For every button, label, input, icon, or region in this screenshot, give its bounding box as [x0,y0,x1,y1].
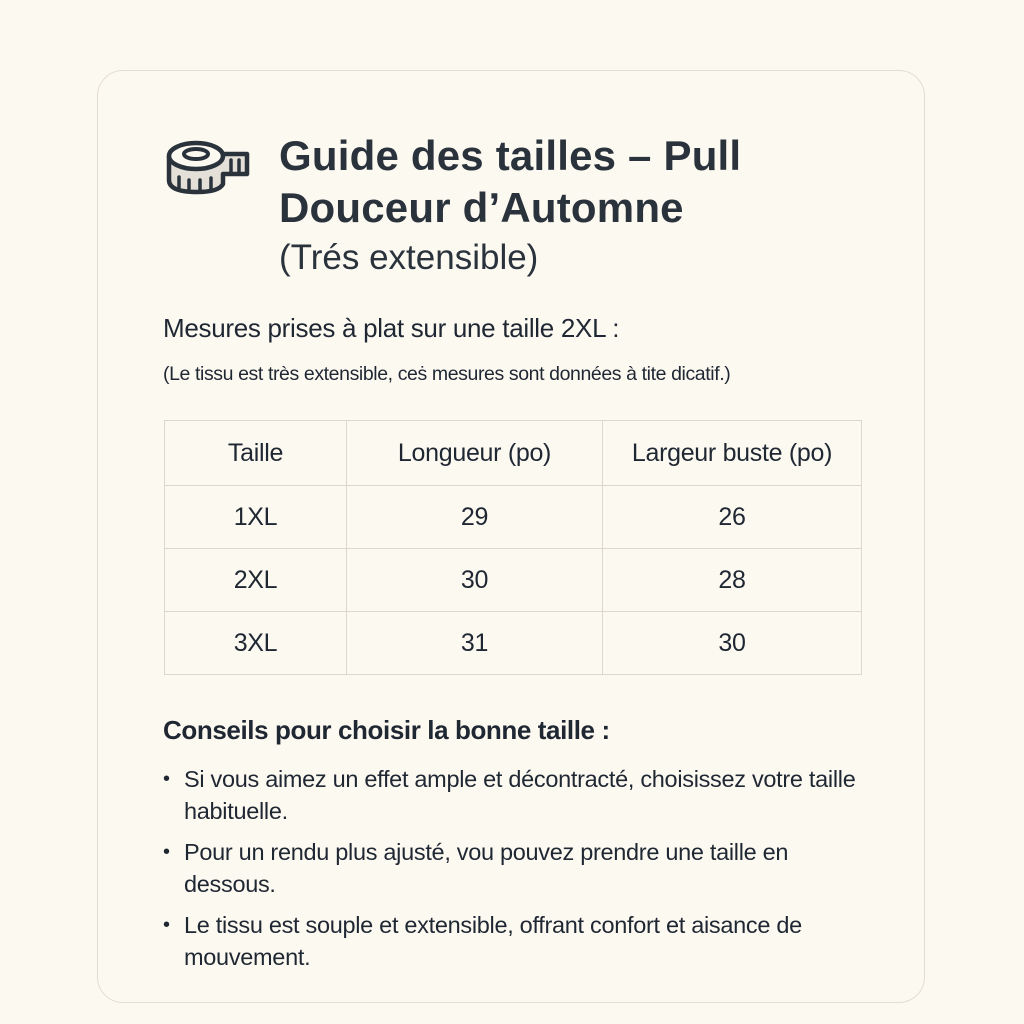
table-row [165,612,862,675]
cell-length: 31 [347,612,603,675]
cell-length: 30 [347,549,603,612]
list-item [163,836,863,900]
cell-size: 3XL [165,612,347,675]
page-title [279,130,839,282]
cell-size: 2XL [165,549,347,612]
size-table [164,420,862,675]
table-row [165,486,862,549]
column-header-length: Longueur (po) [347,421,603,486]
table-row [165,549,862,612]
tip-text: Le tissu est souple et extensible, offrant confort et aisance de mouvement. [184,912,802,970]
tips-heading: Conseils pour choisir la bonne taille : [163,715,610,745]
measuring-tape-icon [163,134,251,198]
bullet-icon: • [163,914,170,936]
table-header-row [165,421,862,486]
tip-text: Pour un rendu plus ajusté, vou pouvez prendre une taille en dessous. [184,839,789,897]
cell-size: 1XL [165,486,347,549]
list-item [163,909,863,973]
bullet-icon: • [163,841,170,863]
list-item [163,763,863,827]
column-header-size: Taille [165,421,347,486]
title-line-2: Douceur d’Automne [279,184,684,231]
bullet-icon: • [163,768,170,790]
measurement-intro: Mesures prises à plat sur une taille 2XL : [163,313,620,343]
column-header-chest-width: Largeur buste (po) [603,421,862,486]
cell-chest-width: 30 [603,612,862,675]
header [163,128,251,198]
cell-length: 29 [347,486,603,549]
cell-chest-width: 26 [603,486,862,549]
tip-text: Si vous aimez un effet ample et décontracté, choisissez votre taille habituelle. [184,766,856,824]
tips-list [163,763,863,982]
cell-chest-width: 28 [603,549,862,612]
title-line-1: Guide des tailles – Pull [279,132,742,179]
subtitle: (Trés extensible) [279,238,539,277]
measurement-note: (Le tissu est très extensible, ceṡ mesures sont données à tite dicatif.) [163,363,731,385]
